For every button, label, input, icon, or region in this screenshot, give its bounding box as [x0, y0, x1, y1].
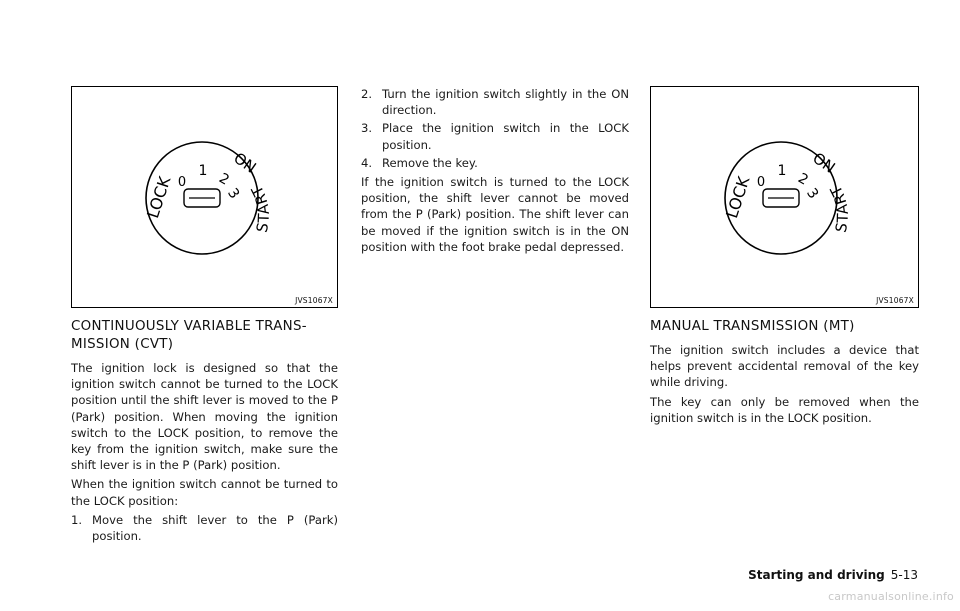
ignition-figure-left: [71, 86, 338, 308]
column-right: [650, 318, 919, 429]
list-item: [71, 512, 338, 544]
column-left: [71, 318, 338, 547]
footer-section-title: Starting and driving: [748, 568, 885, 582]
figure-code: JVS1067X: [295, 296, 333, 305]
cvt-heading: [71, 318, 338, 354]
start-label: START: [826, 181, 852, 235]
cvt-heading-line1: CONTINUOUSLY VARIABLE TRANS-: [71, 319, 307, 334]
on-label: ON: [230, 148, 260, 177]
ignition-dial-illustration: [72, 87, 339, 309]
step-number: 3.: [361, 121, 373, 136]
page-footer: [748, 568, 918, 582]
position-3-label: 3: [803, 185, 822, 202]
position-0-label: 0: [177, 175, 187, 190]
lock-label: LOCK: [143, 174, 175, 221]
cvt-paragraph-1: The ignition lock is designed so that the ignition switch cannot be turned to the LOCK position until the shift lever is moved to the P (Park) position. When moving the ignition switch to the LOCK position, to remove the key from the ignition switch, make sure the shift lever is in the P (Park) position.: [71, 361, 338, 473]
step-number: 4.: [361, 155, 373, 170]
page-number: 5-13: [890, 568, 918, 582]
position-3-label: 3: [224, 185, 243, 202]
mt-paragraph-2: The key can only be removed when the ignition switch is in the LOCK position.: [650, 394, 919, 425]
step-number: 2.: [361, 87, 373, 101]
step-text: Remove the key.: [382, 155, 478, 170]
cvt-steps-list-continued: [361, 86, 629, 171]
cvt-steps-list: [71, 512, 338, 544]
watermark: carmanualsonline.info: [828, 590, 954, 603]
cvt-heading-line2: MISSION (CVT): [71, 337, 174, 352]
step-text: Turn the ignition switch slightly in the ON direction.: [382, 87, 629, 118]
position-2-label: 2: [216, 170, 232, 189]
list-item: [361, 86, 629, 118]
list-item: [361, 120, 629, 152]
on-label: ON: [809, 148, 839, 177]
column-middle: [361, 86, 629, 258]
ignition-figure-right: [650, 86, 919, 308]
step-text: Place the ignition switch in the LOCK position.: [382, 121, 629, 152]
lock-label: LOCK: [722, 174, 754, 221]
mt-paragraph-1: The ignition switch includes a device that helps prevent accidental removal of the key while driving.: [650, 343, 919, 390]
step-number: 1.: [71, 512, 83, 527]
figure-code: JVS1067X: [876, 296, 914, 305]
position-1-label: 1: [198, 163, 208, 179]
list-item: [361, 155, 629, 171]
position-2-label: 2: [795, 170, 811, 189]
position-1-label: 1: [777, 163, 787, 179]
start-label: START: [247, 181, 273, 235]
step-text: Move the shift lever to the P (Park) position.: [92, 512, 338, 544]
cvt-paragraph-2: When the ignition switch cannot be turned to the LOCK position:: [71, 477, 338, 508]
ignition-dial-illustration: [651, 87, 920, 309]
cvt-paragraph-3: If the ignition switch is turned to the LOCK position, the shift lever cannot be moved from the P (Park) position. The shift lever can be moved if the ignition switch is in the ON position with the foot brake pedal depressed.: [361, 175, 629, 254]
position-0-label: 0: [756, 175, 766, 190]
mt-heading: MANUAL TRANSMISSION (MT): [650, 319, 855, 334]
